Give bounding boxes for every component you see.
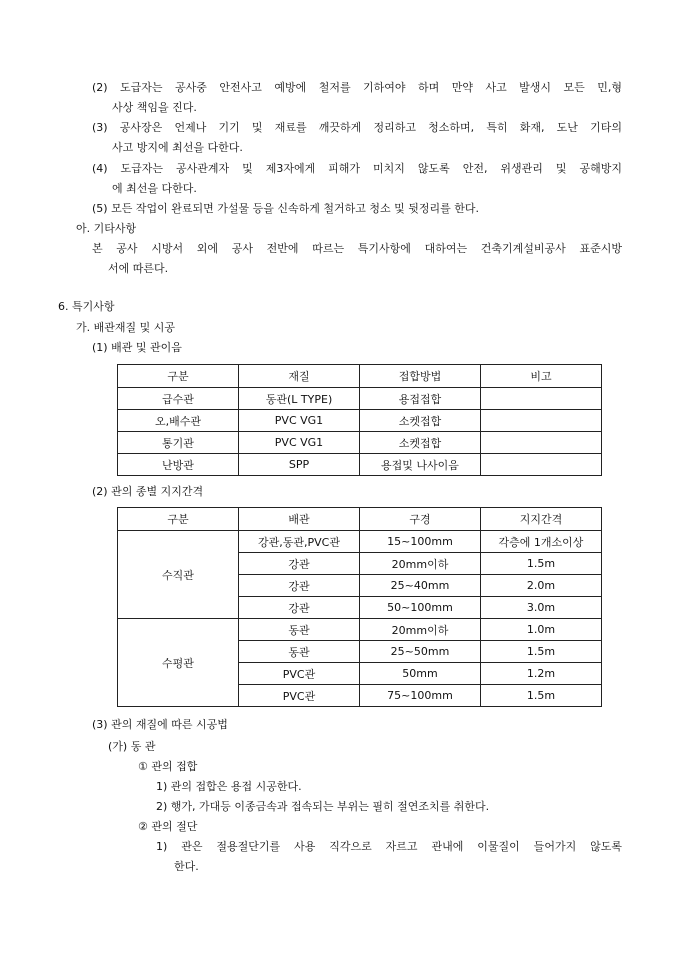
table-cell: 난방관	[118, 454, 239, 476]
table-cell: 50mm	[360, 663, 481, 685]
table-row	[118, 432, 602, 454]
table-cell: 1.0m	[481, 619, 602, 641]
joint-item-1: 1) 관의 접합은 용접 시공한다.	[156, 780, 302, 793]
table-cell	[481, 410, 602, 432]
table-cell: 소켓접합	[360, 432, 481, 454]
table-cell: 오,배수관	[118, 410, 239, 432]
table-header-cell: 구분	[118, 365, 239, 388]
table-cell: 20mm이하	[360, 553, 481, 575]
table-cell: 1.2m	[481, 663, 602, 685]
table-cell	[481, 388, 602, 410]
table-cell: 강관	[239, 597, 360, 619]
copper-pipe-heading: (가) 동 관	[108, 740, 156, 753]
table-cell: 25~50mm	[360, 641, 481, 663]
table-cell: SPP	[239, 454, 360, 476]
pipe-material-table	[117, 364, 602, 476]
table-cell: 1.5m	[481, 553, 602, 575]
table-header-cell: 구분	[118, 508, 239, 531]
table-header-cell: 비고	[481, 365, 602, 388]
table-header-cell: 지지간격	[481, 508, 602, 531]
table-cell: 강관	[239, 575, 360, 597]
section-6-heading: 6. 특기사항	[58, 300, 115, 313]
table-cell: 1.5m	[481, 641, 602, 663]
subsection-3-heading: (3) 관의 재질에 따른 시공법	[92, 718, 228, 731]
table-cell	[481, 432, 602, 454]
table-row	[118, 531, 602, 553]
section-6a-heading: 가. 배관재질 및 시공	[76, 321, 175, 334]
table-cell: PVC관	[239, 663, 360, 685]
table-header-row	[118, 365, 602, 388]
table-header-cell: 재질	[239, 365, 360, 388]
table-cell: 급수관	[118, 388, 239, 410]
table-header-cell: 구경	[360, 508, 481, 531]
para-5: (5) 모든 작업이 완료되면 가설물 등을 신속하게 철거하고 청소 및 뒷정리를 한다.	[92, 202, 479, 215]
table-header-row	[118, 508, 602, 531]
table-cell: 50~100mm	[360, 597, 481, 619]
section-a-line2: 서에 따른다.	[108, 262, 169, 275]
table-header-cell: 배관	[239, 508, 360, 531]
cutting-item-1-line1: 1) 관은 절용절단기를 사용 직각으로 자르고 관내에 이물질이 들어가지 않도록	[156, 840, 622, 853]
table-cell: PVC VG1	[239, 410, 360, 432]
table-cell: 용접및 나사이음	[360, 454, 481, 476]
table-cell: 3.0m	[481, 597, 602, 619]
table-cell: 통기관	[118, 432, 239, 454]
joint-heading: ① 관의 접합	[138, 760, 198, 773]
section-a-line1: 본 공사 시방서 외에 공사 전반에 따르는 특기사항에 대하여는 건축기계설비공사 표준시방	[92, 242, 622, 255]
table-row	[118, 454, 602, 476]
table-row	[118, 619, 602, 641]
table-cell: 동관	[239, 641, 360, 663]
table-row	[118, 410, 602, 432]
cutting-item-1-line2: 한다.	[174, 860, 199, 873]
para-3-line2: 사고 방지에 최선을 다한다.	[112, 141, 243, 154]
table-header-cell: 접합방법	[360, 365, 481, 388]
table-cell: 1.5m	[481, 685, 602, 707]
para-2-line1: (2) 도급자는 공사중 안전사고 예방에 철저를 기하여야 하며 만약 사고 발생시 모든 민,형	[92, 81, 622, 94]
table-cell	[481, 454, 602, 476]
para-4-line1: (4) 도급자는 공사관계자 및 제3자에게 피해가 미치지 않도록 안전, 위생관리 및 공해방지	[92, 162, 622, 175]
table-cell: 용접접합	[360, 388, 481, 410]
group-cell-horizontal: 수평관	[118, 619, 239, 707]
group-cell-vertical: 수직관	[118, 531, 239, 619]
subsection-2-heading: (2) 관의 종별 지지간격	[92, 485, 204, 498]
table-cell: 75~100mm	[360, 685, 481, 707]
section-a-heading: 아. 기타사항	[76, 222, 137, 235]
table-cell: PVC VG1	[239, 432, 360, 454]
table-cell: 각층에 1개소이상	[481, 531, 602, 553]
table-row	[118, 388, 602, 410]
pipe-support-interval-table	[117, 507, 602, 707]
subsection-1-heading: (1) 배관 및 관이음	[92, 341, 182, 354]
table-cell: 15~100mm	[360, 531, 481, 553]
table-cell: 소켓접합	[360, 410, 481, 432]
table-cell: 2.0m	[481, 575, 602, 597]
para-3-line1: (3) 공사장은 언제나 기기 및 재료를 깨끗하게 정리하고 청소하며, 특히 화재, 도난 기타의	[92, 121, 622, 134]
table-cell: 강관,동관,PVC관	[239, 531, 360, 553]
para-2-line2: 사상 책임을 진다.	[112, 101, 197, 114]
table-cell: 20mm이하	[360, 619, 481, 641]
table-cell: 동관	[239, 619, 360, 641]
table-cell: 강관	[239, 553, 360, 575]
table-cell: 동관(L TYPE)	[239, 388, 360, 410]
table-cell: 25~40mm	[360, 575, 481, 597]
para-4-line2: 에 최선을 다한다.	[112, 182, 197, 195]
table-cell: PVC관	[239, 685, 360, 707]
cutting-heading: ② 관의 절단	[138, 820, 198, 833]
joint-item-2: 2) 행가, 가대등 이종금속과 접속되는 부위는 필히 절연조치를 취한다.	[156, 800, 490, 813]
